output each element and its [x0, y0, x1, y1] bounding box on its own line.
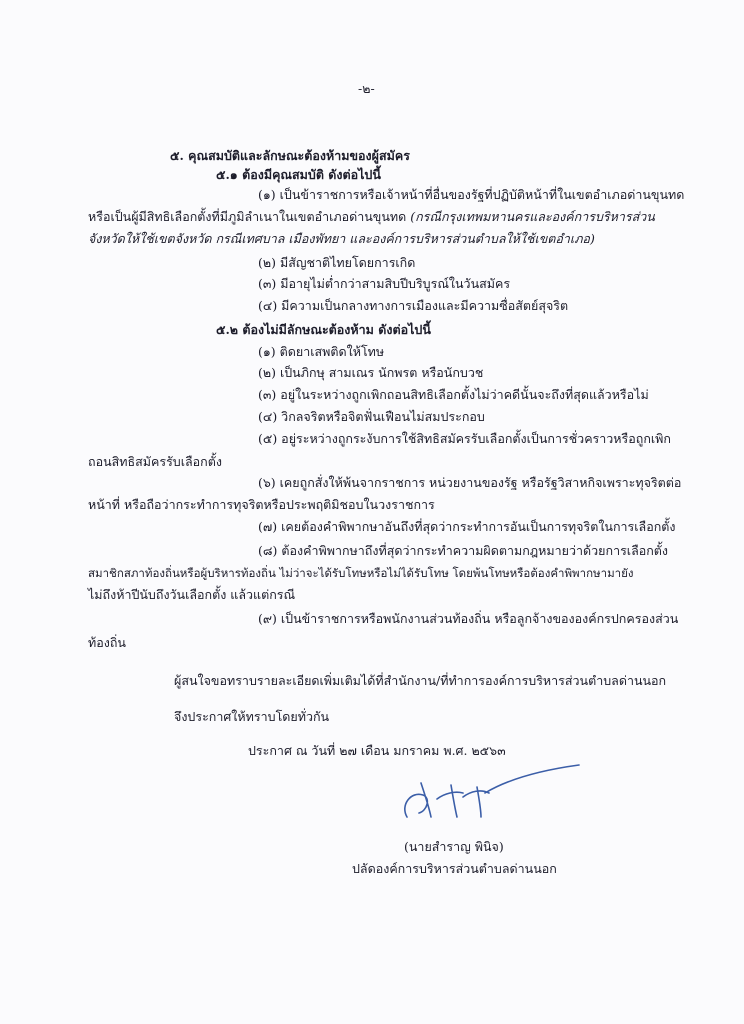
- prohibition-6-line2: หน้าที่ หรือถือว่ากระทำการทุจริตหรือประพฤติมิชอบในวงราชการ: [88, 497, 435, 512]
- prohibition-6-line1: (๖) เคยถูกสั่งให้พ้นจากราชการ หน่วยงานของรัฐ หรือรัฐวิสาหกิจเพราะทุจริตต่อ: [258, 475, 682, 490]
- qualification-3: (๓) มีอายุไม่ต่ำกว่าสามสิบปีบริบูรณ์ในวันสมัคร: [258, 276, 511, 291]
- qualification-1-line1: (๑) เป็นข้าราชการหรือเจ้าหน้าที่อื่นของรัฐที่ปฏิบัติหน้าที่ในเขตอำเภอด่านขุนทด: [258, 187, 685, 202]
- section-5-heading: ๕. คุณสมบัติและลักษณะต้องห้ามของผู้สมัคร: [170, 148, 410, 163]
- qualification-2: (๒) มีสัญชาติไทยโดยการเกิด: [258, 255, 416, 270]
- section-5-1-heading: ๕.๑ ต้องมีคุณสมบัติ ดังต่อไปนี้: [216, 167, 381, 182]
- qualification-1-line3: จังหวัดให้ใช้เขตจังหวัด กรณีเทศบาล เมืองพัทยา และองค์การบริหารส่วนตำบลให้ใช้เขตอำเภอ): [88, 231, 595, 246]
- prohibition-5-line2: ถอนสิทธิสมัครรับเลือกตั้ง: [88, 454, 222, 469]
- prohibition-8-line2: สมาชิกสภาท้องถิ่นหรือผู้บริหารท้องถิ่น ไม่ว่าจะได้รับโทษหรือไม่ได้รับโทษ โดยพ้นโทษหรือต้องคำพิพากษามายัง: [88, 566, 634, 580]
- prohibition-8-line1: (๘) ต้องคำพิพากษาถึงที่สุดว่ากระทำความผิดตามกฎหมายว่าด้วยการเลือกตั้ง: [258, 543, 669, 558]
- prohibition-5-line1: (๕) อยู่ระหว่างถูกระงับการใช้สิทธิสมัครรับเลือกตั้งเป็นการชั่วคราวหรือถูกเพิก: [258, 431, 671, 446]
- signer-name: (นายสำราญ พินิจ): [404, 839, 504, 854]
- prohibition-9-line2: ท้องถิ่น: [88, 635, 126, 650]
- prohibition-2: (๒) เป็นภิกษุ สามเณร นักพรต หรือนักบวช: [258, 365, 484, 380]
- prohibition-9-line1: (๙) เป็นข้าราชการหรือพนักงานส่วนท้องถิ่น หรือลูกจ้างขององค์กรปกครองส่วน: [258, 611, 679, 626]
- prohibition-4: (๔) วิกลจริตหรือจิตฟั่นเฟือนไม่สมประกอบ: [258, 409, 485, 424]
- contact-info: ผู้สนใจขอทราบรายละเอียดเพิ่มเติมได้ที่สำนักงาน/ที่ทำการองค์การบริหารส่วนตำบลด่านนอก: [174, 673, 667, 688]
- qualification-1-line2: [88, 208, 655, 226]
- section-5-2-heading: ๕.๒ ต้องไม่มีลักษณะต้องห้าม ดังต่อไปนี้: [216, 322, 431, 337]
- qualification-1-line2-normal: หรือเป็นผู้มีสิทธิเลือกตั้งที่มีภูมิลำเนาในเขตอำเภอด่านขุนทด: [88, 209, 407, 224]
- signature-icon: [385, 755, 585, 835]
- qualification-4: (๔) มีความเป็นกลางทางการเมืองและมีความซื่อสัตย์สุจริต: [258, 298, 569, 313]
- prohibition-1: (๑) ติดยาเสพติดให้โทษ: [258, 344, 385, 359]
- announcement-line: จึงประกาศให้ทราบโดยทั่วกัน: [174, 709, 330, 724]
- prohibition-7: (๗) เคยต้องคำพิพากษาอันถึงที่สุดว่ากระทำการอันเป็นการทุจริตในการเลือกตั้ง: [258, 519, 676, 534]
- prohibition-8-line3: ไม่ถึงห้าปีนับถึงวันเลือกตั้ง แล้วแต่กรณี: [88, 587, 296, 602]
- announcement-date: ประกาศ ณ วันที่ ๒๗ เดือน มกราคม พ.ศ. ๒๕๖๓: [248, 743, 506, 758]
- prohibition-3: (๓) อยู่ในระหว่างถูกเพิกถอนสิทธิเลือกตั้งไม่ว่าคดีนั้นจะถึงที่สุดแล้วหรือไม่: [258, 387, 649, 402]
- page-number: -๒-: [358, 81, 375, 96]
- qualification-1-line2-italic: (กรณีกรุงเทพมหานครและองค์การบริหารส่วน: [410, 209, 655, 224]
- signer-position: ปลัดองค์การบริหารส่วนตำบลด่านนอก: [352, 861, 557, 876]
